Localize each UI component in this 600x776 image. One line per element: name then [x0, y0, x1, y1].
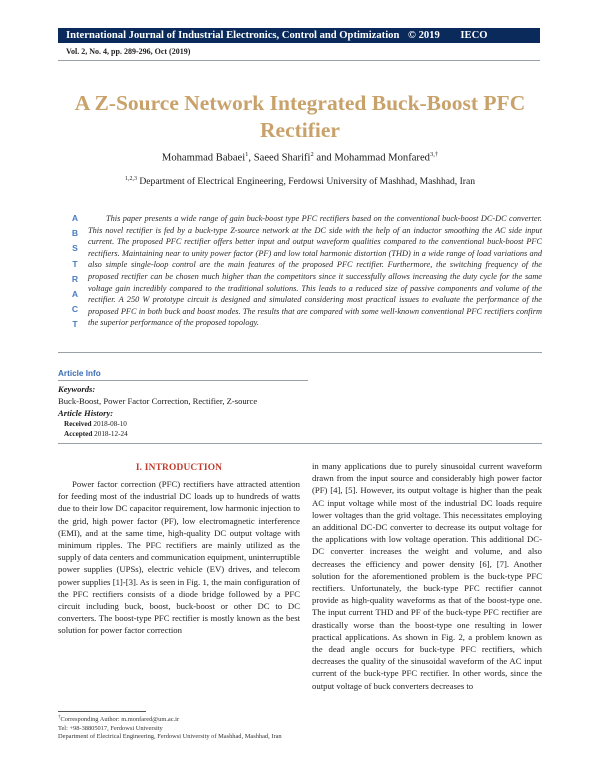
abstract-letter: R [71, 273, 79, 284]
author-sup: 3,† [429, 151, 439, 158]
footnote-divider [58, 711, 146, 712]
affiliation [40, 176, 560, 187]
abstract-letter: B [71, 228, 79, 239]
author-separator: and [313, 152, 335, 164]
author-separator: , [248, 152, 254, 164]
author-name: Mohammad Monfared [334, 152, 430, 164]
footnote-corresponding-text: Corresponding Author: m.monfared@um.ac.ir [60, 716, 180, 724]
abstract-side-label [69, 213, 81, 335]
abstract-letter: A [71, 213, 79, 223]
journal-abbrev: IECO [460, 30, 488, 41]
accepted-date: 2018-12-24 [94, 430, 128, 438]
received-row [64, 420, 127, 428]
abstract-letter: S [72, 243, 78, 254]
body-left-column: Power factor correction (PFC) rectifiers have attracted attention for feeding most of the industrial DC loads up to hundreds of watts due to their low DC capacitor requirement, low harmonic injection to the grid, high power factor (PF), low electromagnetic interference (EMI), and at the same time, high-quality DC output voltage with minimum ripples. The PFC rectifiers are mainly utilized as the supply of data centers and communication equipment, uninterruptible power supplies (UPSs), electric vehicle (EV) drives, and telecom power supplies [1]-[3]. As is seen in Fig. 1, the main configuration of the PFC rectifiers consists of a diode bridge followed by a PFC circuit including buck, boost, buck-boost or other DC to DC converters. The boost-type PFC rectifier is mostly known as the best solution for power factor correction [58, 479, 300, 636]
keywords-text: Buck-Boost, Power Factor Correction, Rectifier, Z-source [58, 396, 258, 406]
journal-name: International Journal of Industrial Electronics, Control and Optimization [66, 30, 400, 41]
footnote-dept: Department of Electrical Engineering, Ferdowsi University of Mashhad, Mashhad, Iran [58, 733, 282, 741]
abstract-letter: C [71, 304, 79, 315]
author-list [40, 151, 560, 164]
abstract-text: This paper presents a wide range of gain buck-boost type PFC rectifiers based on the conventional buck-boost DC-DC converter. This novel rectifier is fed by a buck-type Z-source network at the DC side with the help of an inductor smoothing the AC side input current. The proposed PFC rectifier offers better input and output waveform qualities compared to the conventional buck-boost PFC rectifiers. Maintaining near to unity power factor (PF) and low total harmonic distortion (THD) in a wide range of load variations and also simple single-loop control are the main features of the proposed PFC rectifier. Furthermore, the switching frequency of the proposed rectifier can be chosen much higher than the competitors since it successfully allows increasing the duty cycle for the same voltage gain incredibly compared to the traditional solutions. This leads to a reduced size of passive components and volume of the rectifier. A 250 W prototype circuit is designed and simulated considering most practical issues to evaluate the performance of the proposed PFC in both buck and boost modes. The results that are compared with some well-known conventional PFC rectifiers confirm the superior performance of the proposed topology. [88, 214, 542, 328]
author-sup: 2 [310, 151, 314, 158]
author-sup: 1 [245, 151, 249, 158]
author-name: Mohammad Babaei [161, 152, 246, 164]
header-divider [58, 60, 540, 61]
info-bottom-divider [58, 443, 542, 444]
article-info-heading: Article Info [58, 369, 101, 378]
journal-header-bar [58, 28, 540, 43]
abstract-letter: T [72, 319, 78, 330]
received-label: Received [64, 420, 92, 428]
author-name: Saeed Sharifi [253, 152, 311, 164]
footnote [58, 714, 308, 742]
abstract-divider [58, 352, 542, 353]
affiliation-sup: 1,2,3 [124, 176, 137, 182]
footnote-tel: Tel: +98-38805017, Ferdowsi University [58, 724, 163, 732]
footnote-corresponding [58, 714, 308, 725]
abstract-letter: A [71, 288, 79, 299]
abstract-letter: T [72, 258, 78, 269]
accepted-label: Accepted [64, 430, 93, 438]
body-right-column: in many applications due to purely sinusoidal current waveform drawn from the input source and considerably high power factor (PF) [4], [5]. However, its output voltage is higher than the peak AC input voltage while most of the industrial DC loads require lower voltages than the grid voltage. This necessitates employing an additional DC-DC converter to decrease its output voltage for the applications with low voltage operation. This additional DC-DC converter increases the weight and volume, and also decreases the efficiency and power density [6], [7]. Another solution for the aforementioned problem is the buck-type PFC rectifiers. Unfortunately, the buck-type PFC rectifier cannot provide as high-quality waveforms as that of the boost-type one. The input current THD and PF of the buck-type PFC rectifier are drastically worse than the boost-type one resulting in lower practical applications. As shown in Fig. 2, a problem known as the dead angle occurs for buck-type PFC rectifiers, which decreases the quality of the sinusoidal waveform of the AC input current of the buck-type PFC rectifier. In other words, since the output voltage of buck converters decreases to [312, 461, 542, 691]
history-label: Article History: [58, 408, 114, 418]
accepted-row [64, 430, 128, 438]
paper-title: A Z-Source Network Integrated Buck-Boost PFC Rectifier [74, 91, 526, 142]
footnote-sup: † [58, 715, 61, 720]
section-heading-introduction: I. INTRODUCTION [135, 463, 223, 473]
volume-info: Vol. 2, No. 4, pp. 289-296, Oct (2019) [66, 47, 191, 56]
article-info-divider [58, 380, 308, 381]
keywords-label: Keywords: [58, 384, 96, 394]
received-date: 2018-08-10 [93, 420, 127, 428]
copyright-year: © 2019 [408, 30, 440, 41]
affiliation-text: Department of Electrical Engineering, Ferdowsi University of Mashhad, Mashhad, Iran [139, 176, 476, 188]
